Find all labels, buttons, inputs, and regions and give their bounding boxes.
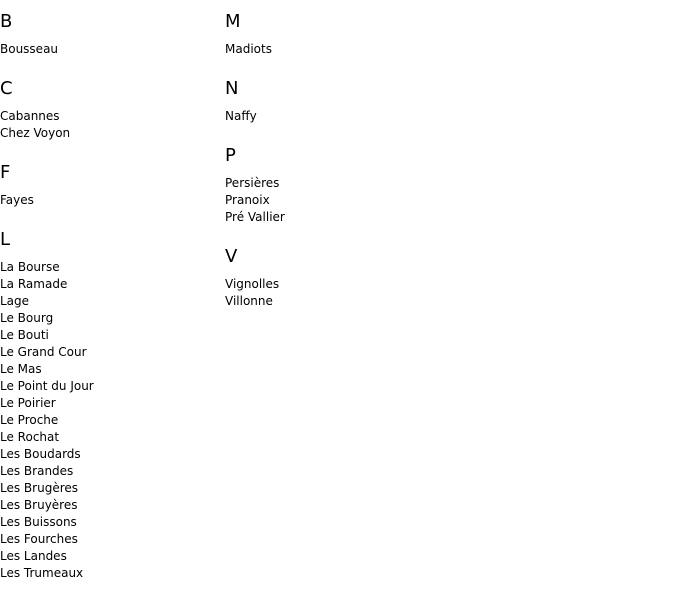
place-name: Le Proche	[0, 413, 59, 427]
letter-heading: P	[225, 145, 236, 166]
letter-group-n	[225, 78, 445, 125]
letter-group-v	[225, 246, 445, 310]
place-name: Villonne	[225, 294, 273, 308]
letter-heading: C	[0, 78, 13, 99]
place-list	[0, 41, 220, 58]
place-name: Le Mas	[0, 362, 42, 376]
letter-heading: L	[0, 229, 11, 250]
letter-heading: F	[0, 162, 11, 183]
place-name: Le Poirier	[0, 396, 56, 410]
place-name: Le Grand Cour	[0, 345, 87, 359]
place-list	[0, 259, 220, 582]
place-name: Pré Vallier	[225, 210, 285, 224]
place-name: Pranoix	[225, 193, 270, 207]
place-name: La Bourse	[0, 260, 60, 274]
index-column-right	[225, 0, 445, 310]
letter-group-m	[225, 11, 445, 58]
letter-heading: N	[225, 78, 239, 99]
place-name: Vignolles	[225, 277, 280, 291]
place-name: Le Rochat	[0, 430, 60, 444]
place-name: Les Buissons	[0, 515, 77, 529]
letter-heading: M	[225, 11, 241, 32]
letter-group-f	[0, 162, 220, 209]
place-name: Fayes	[0, 193, 34, 207]
place-list	[225, 108, 445, 125]
place-name: Le Bourg	[0, 311, 54, 325]
place-name: Les Trumeaux	[0, 566, 84, 580]
place-list	[225, 276, 445, 310]
letter-group-b	[0, 11, 220, 58]
place-name: Les Boudards	[0, 447, 81, 461]
letter-group-c	[0, 78, 220, 142]
place-name: Persières	[225, 176, 280, 190]
letter-heading: B	[0, 11, 13, 32]
place-list	[0, 192, 220, 209]
place-name: Chez Voyon	[0, 126, 71, 140]
place-list	[0, 108, 220, 142]
place-name: Madiots	[225, 42, 272, 56]
place-name: Les Landes	[0, 549, 67, 563]
letter-group-p	[225, 145, 445, 226]
place-list	[225, 175, 445, 226]
place-name: Les Fourches	[0, 532, 78, 546]
place-name: Naffy	[225, 109, 257, 123]
place-name: Le Point du Jour	[0, 379, 94, 393]
place-name: Les Bruyères	[0, 498, 78, 512]
place-list	[225, 41, 445, 58]
place-name: Cabannes	[0, 109, 60, 123]
place-name: Les Brugères	[0, 481, 78, 495]
letter-heading: V	[225, 246, 238, 267]
place-name: Lage	[0, 294, 30, 308]
place-name: Bousseau	[0, 42, 59, 56]
place-name: Les Brandes	[0, 464, 74, 478]
place-name: La Ramade	[0, 277, 68, 291]
letter-group-l	[0, 229, 220, 582]
index-column-left	[0, 0, 220, 582]
place-name: Le Bouti	[0, 328, 49, 342]
